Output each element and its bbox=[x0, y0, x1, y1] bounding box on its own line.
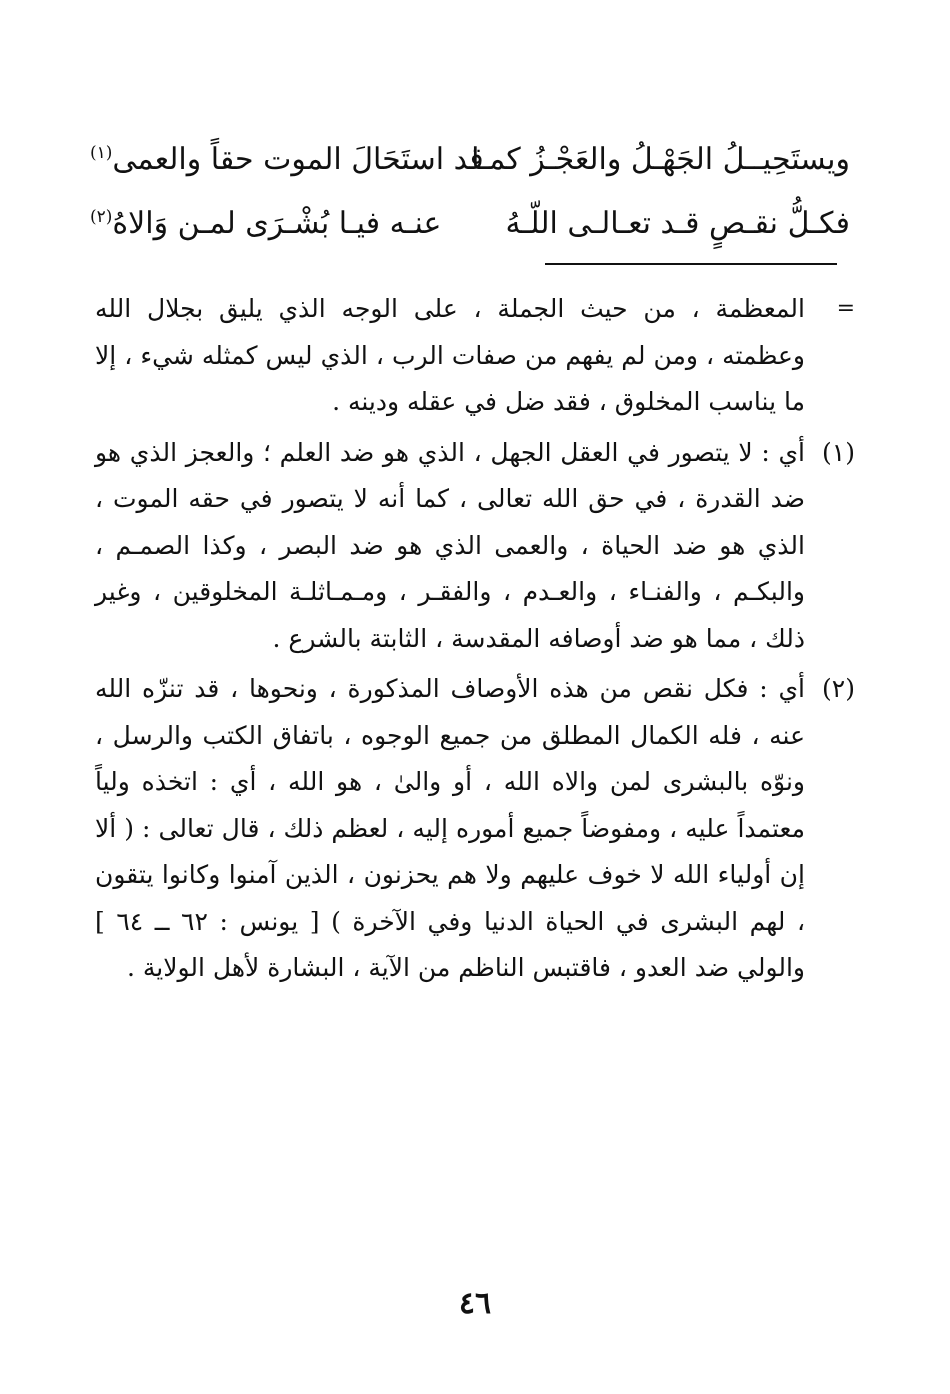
footnote-continuation bbox=[95, 286, 855, 426]
footnotes-section bbox=[95, 286, 855, 996]
poem-block bbox=[90, 128, 850, 256]
footnote-reference[interactable]: (٢) bbox=[90, 207, 113, 227]
footnote-text: المعظمة ، من حيث الجملة ، على الوجه الذي يليق بجلال الله وعظمته ، ومن لم يفهم من صفات الرب ، الذي ليس كمثله شيء ، إلا ما يناسب المخلوق ، فقد ضل في عقله ودينه . bbox=[95, 294, 805, 416]
verse-second-hemistich bbox=[90, 192, 490, 256]
verse-second-text: عنـه فيـا بُشْـرَى لمـن وَالاهُ bbox=[112, 206, 442, 241]
verse-first-hemistich: ويستَحِيــلُ الجَهْـلُ والعَجْـزُ كمـا bbox=[471, 142, 850, 177]
poem-verse bbox=[90, 192, 850, 256]
verse-second-text: قد استَحَالَ الموت حقاً والعمى bbox=[112, 142, 484, 177]
continuation-marker: = bbox=[836, 296, 855, 321]
page-number: ٤٦ bbox=[458, 1286, 492, 1321]
verse-second-hemistich bbox=[90, 128, 490, 192]
footnote-text: أي : فكل نقص من هذه الأوصاف المذكورة ، ونحوها ، قد تنزّه الله عنه ، فله الكمال المطلق من جميع الوجوه ، باتفاق الكتب والرسل ، ونوّه بالبشرى لمن والاه الله ، أو والىٰ ، هو الله ، أي : اتخذه ولياً معتمداً عليه ، ومفوضاً جميع أموره إليه ، لعظم ذلك ، قال تعالى : ( ألا إن أولياء الله لا خوف عليهم ولا هم يحزنون ، الذين آمنوا وكانوا يتقون ، لهم البشرى في الحياة الدنيا وفي الآخرة ) [ يونس : ٦٢ ــ ٦٤ ] والولي ضد العدو ، فاقتبس الناظم من الآية ، البشارة لأهل الولاية . bbox=[95, 674, 806, 982]
footnote-separator bbox=[545, 263, 837, 265]
footnote-reference[interactable]: (١) bbox=[90, 143, 113, 163]
footnote bbox=[95, 430, 855, 663]
footnote-marker: (١) bbox=[822, 437, 855, 467]
footnote bbox=[95, 666, 855, 992]
footnote-marker: (٢) bbox=[822, 674, 855, 703]
footnote-text: أي : لا يتصور في العقل الجهل ، الذي هو ضد العلم ؛ والعجز الذي هو ضد القدرة ، في حق الله تعالى ، كما أنه لا يتصور في حقه الموت ، الذي هو ضد الحياة ، والعمى الذي هو ضد البصر ، وكذا الصمـم ، والبكـم ، والفنـاء ، والعـدم ، والفقـر ، ومـمـاثلـة المخلوقين ، وغير ذلك ، مما هو ضد أوصافه المقدسة ، الثابتة بالشرع . bbox=[95, 437, 805, 653]
verse-first-hemistich: فكـلُّ نقـصٍ قـد تعـالـى اللّـهُ bbox=[505, 206, 850, 241]
poem-verse bbox=[90, 128, 850, 192]
